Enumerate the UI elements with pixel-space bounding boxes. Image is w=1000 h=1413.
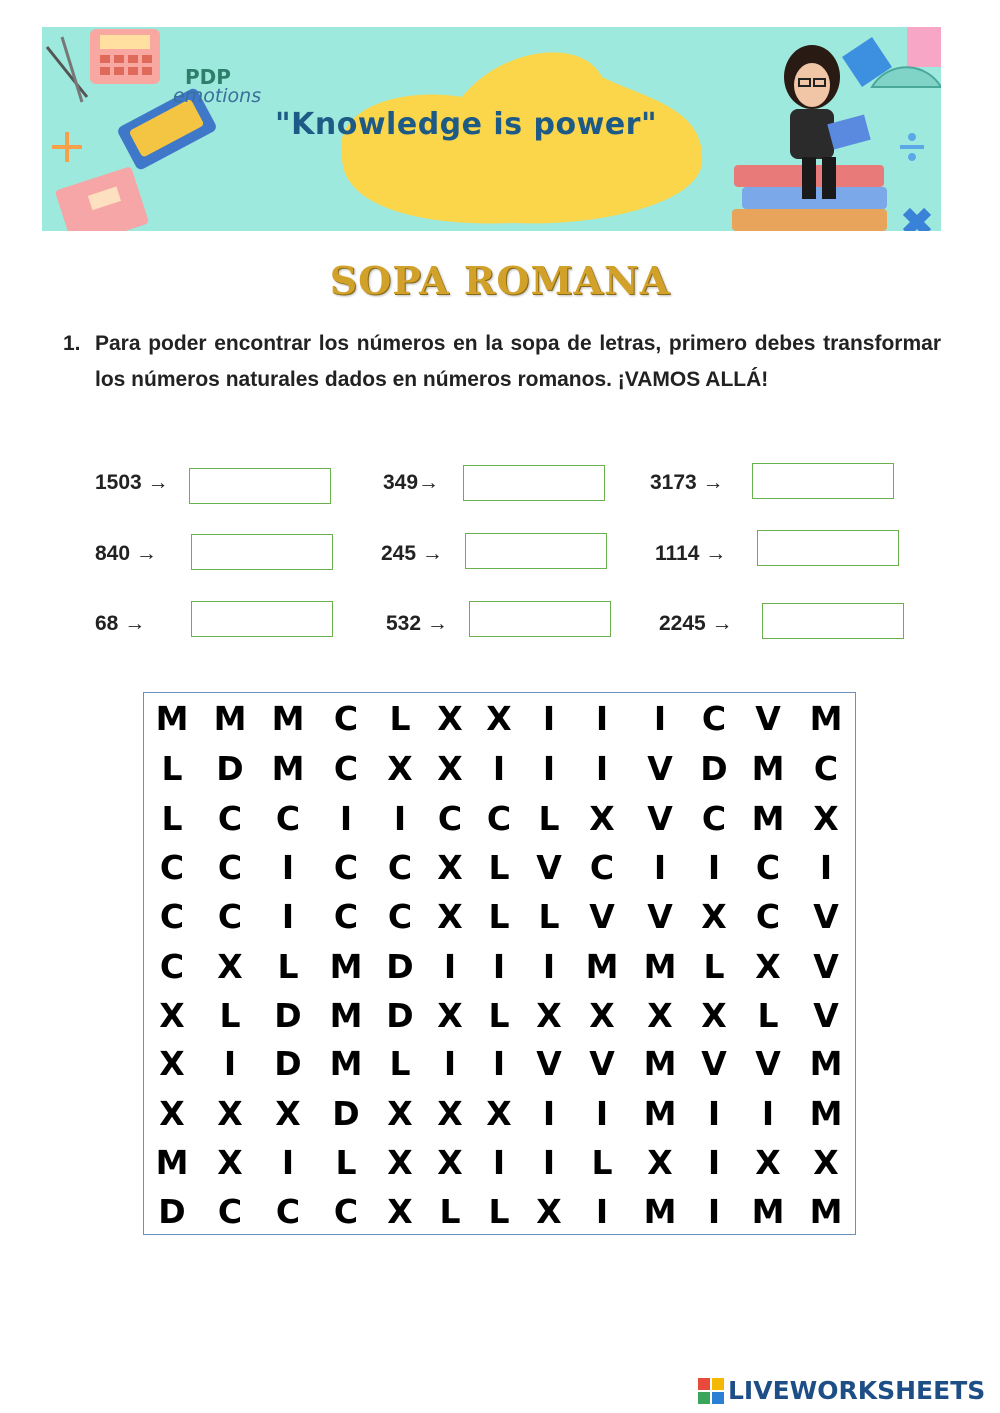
grid-cell: I — [542, 947, 556, 986]
grid-cell: L — [161, 799, 183, 838]
grid-cell: M — [329, 1044, 363, 1083]
grid-cell: I — [281, 848, 295, 887]
grid-cell: X — [813, 799, 839, 838]
grid-cell: C — [755, 848, 781, 887]
header-banner — [42, 27, 941, 231]
answer-input[interactable] — [762, 603, 904, 639]
grid-cell: X — [437, 996, 463, 1035]
grid-cell: V — [647, 749, 673, 788]
brand-line-1: PDP — [185, 65, 231, 89]
grid-cell: C — [333, 1192, 359, 1231]
grid-cell: V — [755, 1044, 781, 1083]
grid-cell: D — [700, 749, 728, 788]
answer-input[interactable] — [189, 468, 331, 504]
exercise-label: 1114 → — [655, 542, 727, 565]
grid-cell: C — [486, 799, 512, 838]
answer-input[interactable] — [465, 533, 607, 569]
grid-cell: I — [595, 749, 609, 788]
grid-cell: I — [443, 1044, 457, 1083]
grid-cell: X — [437, 699, 463, 738]
grid-cell: I — [542, 699, 556, 738]
grid-cell: D — [274, 1044, 302, 1083]
grid-cell: C — [217, 799, 243, 838]
grid-cell: V — [701, 1044, 727, 1083]
answer-input[interactable] — [191, 534, 333, 570]
grid-cell: C — [813, 749, 839, 788]
grid-cell: X — [589, 799, 615, 838]
grid-cell: M — [271, 749, 305, 788]
grid-cell: I — [542, 1143, 556, 1182]
grid-cell: M — [809, 1192, 843, 1231]
grid-cell: I — [595, 1094, 609, 1133]
grid-cell: C — [701, 799, 727, 838]
grid-cell: X — [486, 699, 512, 738]
grid-cell: L — [488, 848, 510, 887]
grid-cell: I — [492, 1044, 506, 1083]
grid-cell: C — [387, 848, 413, 887]
grid-cell: C — [333, 897, 359, 936]
brand-line-2: emotions — [173, 85, 262, 107]
grid-cell: X — [387, 749, 413, 788]
grid-cell: I — [707, 1192, 721, 1231]
exercise-label: 245 → — [381, 542, 443, 565]
brand-logo — [173, 65, 262, 107]
grid-cell: V — [536, 1044, 562, 1083]
grid-cell: M — [751, 749, 785, 788]
exercise-label: 2245 → — [659, 612, 733, 635]
page-title: SOPA ROMANA — [329, 258, 671, 303]
exercise-label: 532 → — [386, 612, 448, 635]
grid-cell: C — [275, 799, 301, 838]
grid-cell: X — [437, 1094, 463, 1133]
grid-cell: C — [755, 897, 781, 936]
answer-input[interactable] — [463, 465, 605, 501]
grid-cell: X — [387, 1094, 413, 1133]
grid-cell: V — [647, 799, 673, 838]
grid-cell: I — [492, 947, 506, 986]
grid-cell: I — [542, 1094, 556, 1133]
grid-cell: X — [755, 1143, 781, 1182]
liveworksheets-logo-icon — [698, 1378, 724, 1404]
grid-cell: X — [647, 996, 673, 1035]
footer-text: LIVEWORKSHEETS — [728, 1376, 986, 1405]
grid-cell: C — [333, 699, 359, 738]
grid-cell: L — [538, 799, 560, 838]
grid-cell: V — [589, 897, 615, 936]
footer-brand — [698, 1376, 985, 1405]
grid-cell: X — [387, 1192, 413, 1231]
grid-cell: I — [443, 947, 457, 986]
grid-cell: X — [159, 996, 185, 1035]
grid-cell: L — [439, 1192, 461, 1231]
grid-cell: L — [538, 897, 560, 936]
instruction-text: Para poder encontrar los números en la sopa de letras, primero debes transformar los números naturales dados en números romanos. ¡VAMOS ALLÁ! — [95, 332, 941, 391]
grid-cell: X — [159, 1094, 185, 1133]
grid-cell: M — [213, 699, 247, 738]
grid-cell: M — [585, 947, 619, 986]
grid-cell: M — [643, 1044, 677, 1083]
instruction-number: 1. — [63, 332, 81, 355]
grid-cell: I — [653, 699, 667, 738]
grid-cell: M — [271, 699, 305, 738]
exercise-label: 349→ — [383, 471, 440, 494]
grid-cell: L — [161, 749, 183, 788]
grid-cell: I — [339, 799, 353, 838]
grid-cell: M — [809, 699, 843, 738]
answer-input[interactable] — [469, 601, 611, 637]
grid-cell: M — [643, 1192, 677, 1231]
grid-cell: D — [386, 996, 414, 1035]
grid-cell: L — [389, 699, 411, 738]
answer-input[interactable] — [191, 601, 333, 637]
grid-cell: I — [281, 897, 295, 936]
exercise-label: 1503 → — [95, 471, 169, 494]
grid-cell: L — [488, 1192, 510, 1231]
grid-cell: M — [155, 699, 189, 738]
grid-cell: L — [488, 996, 510, 1035]
grid-cell: I — [707, 1143, 721, 1182]
grid-cell: C — [159, 897, 185, 936]
grid-cell: C — [333, 749, 359, 788]
grid-cell: L — [757, 996, 779, 1035]
grid-cell: C — [589, 848, 615, 887]
grid-cell: V — [813, 947, 839, 986]
grid-cell: X — [536, 996, 562, 1035]
grid-cell: D — [216, 749, 244, 788]
grid-cell: V — [813, 897, 839, 936]
answer-input[interactable] — [752, 463, 894, 499]
grid-cell: L — [488, 897, 510, 936]
grid-cell: L — [335, 1143, 357, 1182]
grid-cell: X — [159, 1044, 185, 1083]
grid-cell: C — [159, 947, 185, 986]
grid-cell: M — [751, 799, 785, 838]
grid-cell: I — [707, 848, 721, 887]
grid-cell: I — [761, 1094, 775, 1133]
grid-cell: M — [809, 1094, 843, 1133]
grid-cell: I — [492, 1143, 506, 1182]
grid-cell: L — [389, 1044, 411, 1083]
instruction — [63, 326, 941, 398]
grid-cell: X — [701, 996, 727, 1035]
grid-cell: X — [701, 897, 727, 936]
grid-cell: I — [393, 799, 407, 838]
grid-cell: X — [275, 1094, 301, 1133]
grid-cell: I — [223, 1044, 237, 1083]
grid-cell: X — [486, 1094, 512, 1133]
grid-cell: M — [329, 947, 363, 986]
grid-cell: L — [591, 1143, 613, 1182]
grid-cell: C — [387, 897, 413, 936]
grid-cell: C — [437, 799, 463, 838]
grid-cell: X — [813, 1143, 839, 1182]
grid-cell: I — [653, 848, 667, 887]
grid-cell: X — [437, 749, 463, 788]
grid-cell: D — [386, 947, 414, 986]
exercise-label: 68 → — [95, 612, 146, 635]
grid-cell: M — [809, 1044, 843, 1083]
grid-cell: X — [217, 1143, 243, 1182]
grid-cell: X — [217, 1094, 243, 1133]
grid-cell: I — [595, 699, 609, 738]
grid-cell: X — [437, 848, 463, 887]
grid-cell: V — [536, 848, 562, 887]
grid-cell: D — [158, 1192, 186, 1231]
grid-cell: I — [281, 1143, 295, 1182]
banner-slogan: "Knowledge is power" — [275, 107, 658, 142]
grid-cell: D — [332, 1094, 360, 1133]
grid-cell: C — [217, 1192, 243, 1231]
grid-cell: D — [274, 996, 302, 1035]
grid-cell: M — [643, 1094, 677, 1133]
grid-cell: X — [647, 1143, 673, 1182]
exercise-label: 3173 → — [650, 471, 724, 494]
grid-cell: X — [589, 996, 615, 1035]
grid-cell: M — [751, 1192, 785, 1231]
grid-cell: I — [542, 749, 556, 788]
grid-cell: L — [703, 947, 725, 986]
grid-cell: M — [155, 1143, 189, 1182]
grid-cell: C — [275, 1192, 301, 1231]
grid-cell: I — [595, 1192, 609, 1231]
grid-cell: X — [387, 1143, 413, 1182]
grid-cell: X — [755, 947, 781, 986]
grid-cell: C — [159, 848, 185, 887]
grid-cell: M — [643, 947, 677, 986]
grid-cell: L — [219, 996, 241, 1035]
grid-cell: I — [492, 749, 506, 788]
grid-cell: I — [819, 848, 833, 887]
grid-cell: V — [589, 1044, 615, 1083]
grid-cell: X — [217, 947, 243, 986]
grid-cell: C — [217, 848, 243, 887]
grid-cell: C — [701, 699, 727, 738]
word-search-grid — [143, 692, 856, 1235]
grid-cell: X — [437, 897, 463, 936]
grid-cell: V — [813, 996, 839, 1035]
grid-cell: L — [277, 947, 299, 986]
answer-input[interactable] — [757, 530, 899, 566]
grid-cell: C — [333, 848, 359, 887]
grid-cell: C — [217, 897, 243, 936]
exercise-label: 840 → — [95, 542, 157, 565]
grid-cell: I — [707, 1094, 721, 1133]
grid-cell: V — [755, 699, 781, 738]
grid-cell: X — [437, 1143, 463, 1182]
grid-cell: X — [536, 1192, 562, 1231]
grid-cell: M — [329, 996, 363, 1035]
grid-cell: V — [647, 897, 673, 936]
